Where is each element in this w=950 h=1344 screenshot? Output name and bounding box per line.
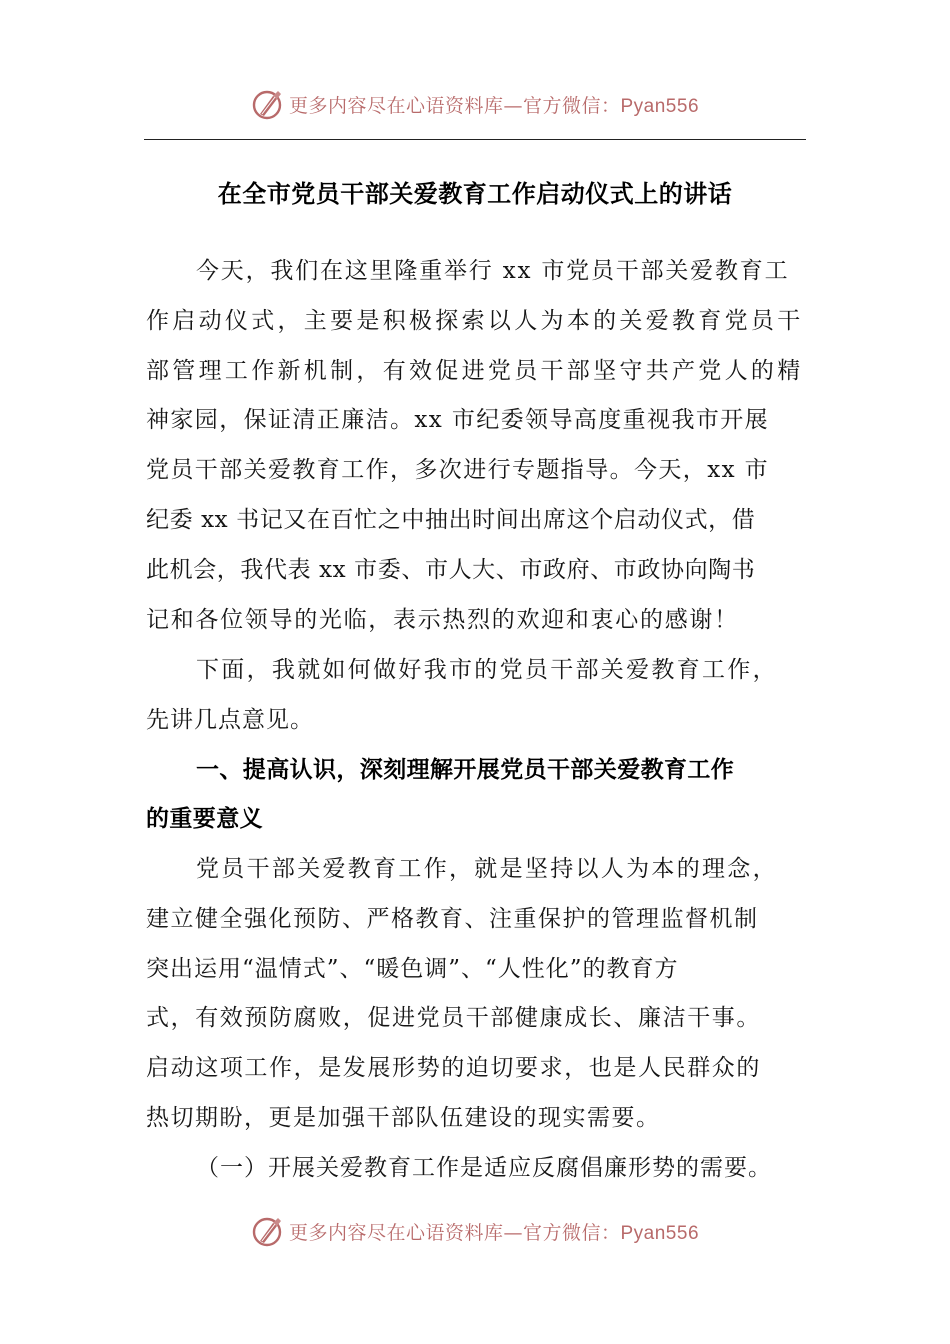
watermark-text-cn: 更多内容尽在心语资料库—官方微信：: [288, 1221, 621, 1244]
watermark-wechat-id: Pyan556: [620, 95, 700, 117]
body-line-4: 神家园，保证清正廉洁。xx 市纪委领导高度重视我市开展: [146, 407, 770, 433]
watermark-text: [289, 1218, 699, 1245]
watermark-text-cn: 更多内容尽在心语资料库—官方微信：: [288, 94, 621, 117]
section-heading-1-cont: 的重要意义: [146, 806, 263, 832]
body-line-7: 此机会，我代表 xx 市委、市人大、市政府、市政协向陶书: [146, 557, 756, 583]
fountain-pen-icon: [251, 1214, 285, 1248]
document-title: 在全市党员干部关爱教育工作启动仪式上的讲话: [217, 180, 733, 208]
watermark-footer: [0, 1211, 950, 1251]
body-line-16: 热切期盼，更是加强干部队伍建设的现实需要。: [146, 1105, 661, 1131]
body-line-8: 记和各位领导的光临，表示热烈的欢迎和衷心的感谢！: [146, 607, 739, 633]
body-line-6: 纪委 xx 书记又在百忙之中抽出时间出席这个启动仪式，借: [146, 507, 756, 533]
body-line-14: 式，有效预防腐败，促进党员干部健康成长、廉洁干事。: [146, 1005, 761, 1031]
body-line-5: 党员干部关爱教育工作，多次进行专题指导。今天，xx 市: [146, 457, 770, 483]
fountain-pen-icon: [251, 87, 285, 121]
body-line-11: 党员干部关爱教育工作，就是坚持以人为本的理念，: [196, 856, 778, 882]
section-heading-1: 一、提高认识，深刻理解开展党员干部关爱教育工作: [196, 757, 735, 783]
body-line-15: 启动这项工作，是发展形势的迫切要求，也是人民群众的: [146, 1055, 761, 1081]
body-line-13: 突出运用“温情式”、“暖色调”、“人性化”的教育方: [146, 956, 679, 982]
body-line-2: 作启动仪式，主要是积极探索以人为本的关爱教育党员干: [146, 308, 804, 334]
body-line-12: 建立健全强化预防、严格教育、注重保护的管理监督机制: [146, 906, 759, 932]
body-line-10: 先讲几点意见。: [146, 707, 314, 733]
header-rule: [144, 139, 806, 140]
body-line-9: 下面，我就如何做好我市的党员干部关爱教育工作，: [196, 657, 778, 683]
body-line-1: 今天，我们在这里隆重举行 xx 市党员干部关爱教育工: [196, 258, 790, 284]
watermark-wechat-id: Pyan556: [620, 1222, 700, 1244]
body-line-3: 部管理工作新机制，有效促进党员干部坚守共产党人的精: [146, 358, 804, 384]
watermark-header: [0, 84, 950, 124]
watermark-text: [289, 91, 699, 118]
subsection-heading-1: （一）开展关爱教育工作是适应反腐倡廉形势的需要。: [196, 1155, 772, 1181]
